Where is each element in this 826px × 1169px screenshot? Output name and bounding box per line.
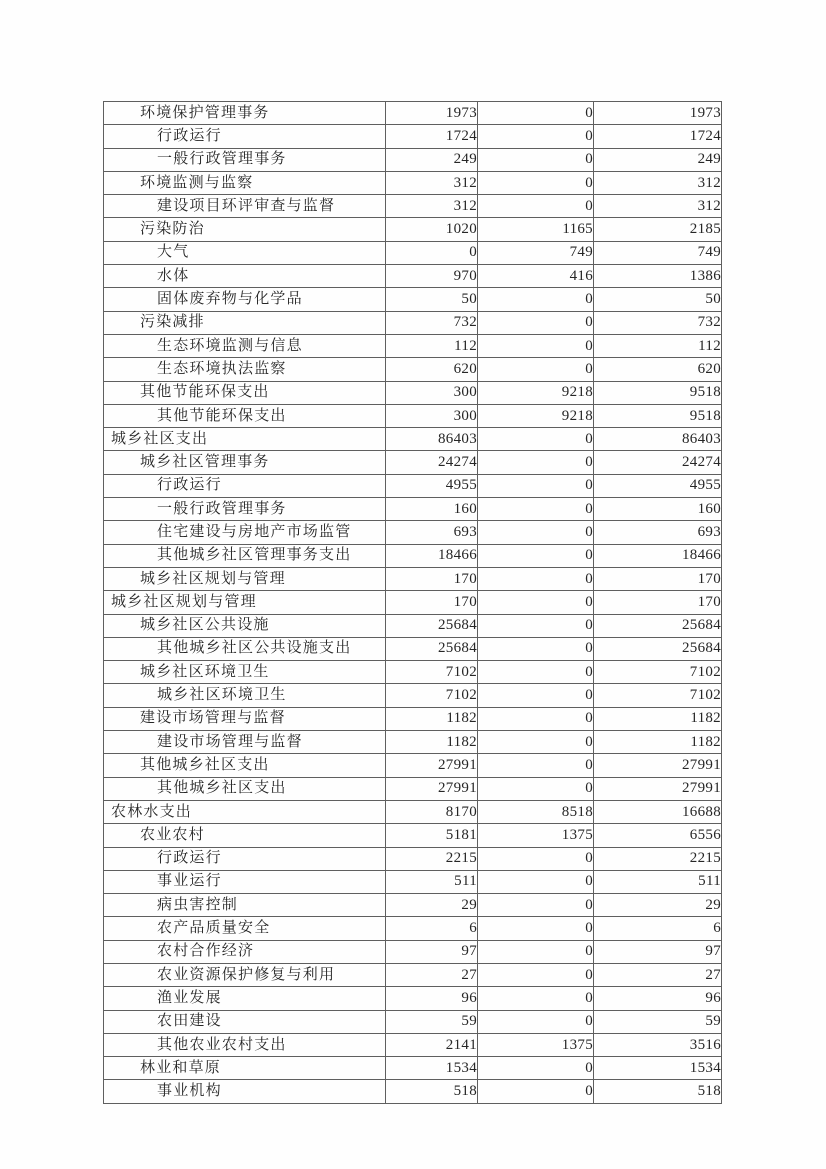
value-cell-1: 2215 — [386, 847, 478, 870]
category-cell: 其他城乡社区支出 — [104, 777, 386, 800]
value-cell-2: 0 — [478, 661, 594, 684]
value-cell-2: 0 — [478, 474, 594, 497]
category-cell: 城乡社区环境卫生 — [104, 661, 386, 684]
value-cell-3: 27 — [594, 963, 722, 986]
value-cell-3: 249 — [594, 148, 722, 171]
value-cell-3: 2215 — [594, 847, 722, 870]
table-row — [104, 940, 722, 963]
value-cell-1: 1020 — [386, 218, 478, 241]
category-cell: 渔业发展 — [104, 987, 386, 1010]
value-cell-1: 18466 — [386, 544, 478, 567]
value-cell-2: 0 — [478, 777, 594, 800]
value-cell-1: 300 — [386, 381, 478, 404]
value-cell-1: 50 — [386, 288, 478, 311]
category-cell: 城乡社区环境卫生 — [104, 684, 386, 707]
value-cell-2: 0 — [478, 917, 594, 940]
table-row — [104, 404, 722, 427]
table-row — [104, 847, 722, 870]
value-cell-2: 0 — [478, 451, 594, 474]
value-cell-3: 620 — [594, 358, 722, 381]
value-cell-3: 97 — [594, 940, 722, 963]
value-cell-3: 518 — [594, 1080, 722, 1103]
value-cell-2: 0 — [478, 1010, 594, 1033]
category-cell: 林业和草原 — [104, 1057, 386, 1080]
category-cell: 污染防治 — [104, 218, 386, 241]
table-row — [104, 428, 722, 451]
table-row — [104, 731, 722, 754]
table-row — [104, 265, 722, 288]
value-cell-2: 0 — [478, 684, 594, 707]
value-cell-2: 9218 — [478, 404, 594, 427]
value-cell-2: 0 — [478, 731, 594, 754]
category-cell: 大气 — [104, 241, 386, 264]
value-cell-1: 86403 — [386, 428, 478, 451]
table-row — [104, 614, 722, 637]
table-row — [104, 334, 722, 357]
table-row — [104, 1057, 722, 1080]
table-row — [104, 894, 722, 917]
category-cell: 城乡社区规划与管理 — [104, 567, 386, 590]
category-cell: 水体 — [104, 265, 386, 288]
table-row — [104, 824, 722, 847]
category-cell: 环境监测与监察 — [104, 171, 386, 194]
table-row — [104, 591, 722, 614]
category-cell: 城乡社区规划与管理 — [104, 591, 386, 614]
category-cell: 行政运行 — [104, 125, 386, 148]
value-cell-3: 9518 — [594, 404, 722, 427]
value-cell-2: 0 — [478, 963, 594, 986]
category-cell: 一般行政管理事务 — [104, 498, 386, 521]
value-cell-3: 6 — [594, 917, 722, 940]
value-cell-1: 2141 — [386, 1033, 478, 1056]
value-cell-1: 170 — [386, 591, 478, 614]
value-cell-1: 970 — [386, 265, 478, 288]
value-cell-2: 0 — [478, 521, 594, 544]
value-cell-2: 0 — [478, 1080, 594, 1103]
value-cell-1: 27 — [386, 963, 478, 986]
table-row — [104, 567, 722, 590]
value-cell-3: 7102 — [594, 661, 722, 684]
value-cell-1: 620 — [386, 358, 478, 381]
value-cell-2: 0 — [478, 894, 594, 917]
table-row — [104, 498, 722, 521]
category-cell: 农产品质量安全 — [104, 917, 386, 940]
value-cell-3: 732 — [594, 311, 722, 334]
table-row — [104, 125, 722, 148]
value-cell-2: 0 — [478, 591, 594, 614]
table-row — [104, 102, 722, 125]
category-cell: 污染减排 — [104, 311, 386, 334]
category-cell: 其他农业农村支出 — [104, 1033, 386, 1056]
value-cell-1: 96 — [386, 987, 478, 1010]
table-row — [104, 777, 722, 800]
value-cell-3: 24274 — [594, 451, 722, 474]
table-row — [104, 684, 722, 707]
value-cell-2: 8518 — [478, 800, 594, 823]
value-cell-3: 749 — [594, 241, 722, 264]
value-cell-1: 29 — [386, 894, 478, 917]
value-cell-1: 27991 — [386, 777, 478, 800]
category-cell: 行政运行 — [104, 847, 386, 870]
value-cell-3: 25684 — [594, 614, 722, 637]
category-cell: 城乡社区公共设施 — [104, 614, 386, 637]
table-row — [104, 1010, 722, 1033]
category-cell: 农田建设 — [104, 1010, 386, 1033]
value-cell-2: 0 — [478, 334, 594, 357]
value-cell-2: 0 — [478, 148, 594, 171]
value-cell-3: 3516 — [594, 1033, 722, 1056]
value-cell-2: 0 — [478, 195, 594, 218]
value-cell-2: 0 — [478, 870, 594, 893]
value-cell-1: 693 — [386, 521, 478, 544]
table-row — [104, 195, 722, 218]
table-row — [104, 288, 722, 311]
table-row — [104, 544, 722, 567]
value-cell-3: 29 — [594, 894, 722, 917]
category-cell: 生态环境执法监察 — [104, 358, 386, 381]
value-cell-3: 312 — [594, 171, 722, 194]
value-cell-3: 1724 — [594, 125, 722, 148]
value-cell-3: 59 — [594, 1010, 722, 1033]
category-cell: 其他城乡社区管理事务支出 — [104, 544, 386, 567]
category-cell: 环境保护管理事务 — [104, 102, 386, 125]
category-cell: 建设市场管理与监督 — [104, 707, 386, 730]
value-cell-3: 4955 — [594, 474, 722, 497]
value-cell-3: 160 — [594, 498, 722, 521]
value-cell-2: 1165 — [478, 218, 594, 241]
category-cell: 其他节能环保支出 — [104, 404, 386, 427]
category-cell: 建设项目环评审查与监督 — [104, 195, 386, 218]
value-cell-2: 0 — [478, 102, 594, 125]
table-row — [104, 661, 722, 684]
category-cell: 城乡社区管理事务 — [104, 451, 386, 474]
value-cell-2: 0 — [478, 847, 594, 870]
value-cell-1: 249 — [386, 148, 478, 171]
table-row — [104, 241, 722, 264]
table-row — [104, 148, 722, 171]
value-cell-3: 27991 — [594, 754, 722, 777]
value-cell-1: 1973 — [386, 102, 478, 125]
value-cell-3: 86403 — [594, 428, 722, 451]
budget-table — [103, 101, 722, 1104]
table-row — [104, 521, 722, 544]
table-row — [104, 218, 722, 241]
value-cell-3: 18466 — [594, 544, 722, 567]
value-cell-1: 112 — [386, 334, 478, 357]
value-cell-2: 1375 — [478, 824, 594, 847]
value-cell-3: 1182 — [594, 731, 722, 754]
table-row — [104, 800, 722, 823]
value-cell-1: 160 — [386, 498, 478, 521]
table-row — [104, 1080, 722, 1103]
value-cell-3: 693 — [594, 521, 722, 544]
value-cell-3: 50 — [594, 288, 722, 311]
value-cell-2: 1375 — [478, 1033, 594, 1056]
value-cell-1: 170 — [386, 567, 478, 590]
value-cell-2: 0 — [478, 125, 594, 148]
table-row — [104, 381, 722, 404]
value-cell-1: 25684 — [386, 637, 478, 660]
value-cell-1: 8170 — [386, 800, 478, 823]
value-cell-2: 0 — [478, 498, 594, 521]
category-cell: 建设市场管理与监督 — [104, 731, 386, 754]
value-cell-1: 1724 — [386, 125, 478, 148]
category-cell: 生态环境监测与信息 — [104, 334, 386, 357]
value-cell-3: 1386 — [594, 265, 722, 288]
table-row — [104, 754, 722, 777]
value-cell-2: 0 — [478, 428, 594, 451]
value-cell-1: 1182 — [386, 707, 478, 730]
value-cell-2: 0 — [478, 940, 594, 963]
value-cell-1: 312 — [386, 195, 478, 218]
table-row — [104, 451, 722, 474]
value-cell-2: 0 — [478, 311, 594, 334]
table-row — [104, 707, 722, 730]
value-cell-1: 7102 — [386, 661, 478, 684]
value-cell-3: 6556 — [594, 824, 722, 847]
category-cell: 农业资源保护修复与利用 — [104, 963, 386, 986]
value-cell-3: 112 — [594, 334, 722, 357]
value-cell-2: 0 — [478, 754, 594, 777]
value-cell-1: 1534 — [386, 1057, 478, 1080]
value-cell-2: 0 — [478, 1057, 594, 1080]
value-cell-1: 24274 — [386, 451, 478, 474]
table-row — [104, 963, 722, 986]
value-cell-3: 1182 — [594, 707, 722, 730]
value-cell-1: 25684 — [386, 614, 478, 637]
value-cell-1: 7102 — [386, 684, 478, 707]
value-cell-2: 0 — [478, 288, 594, 311]
budget-table-body — [104, 102, 722, 1104]
category-cell: 其他城乡社区公共设施支出 — [104, 637, 386, 660]
category-cell: 病虫害控制 — [104, 894, 386, 917]
value-cell-1: 0 — [386, 241, 478, 264]
value-cell-3: 1973 — [594, 102, 722, 125]
value-cell-3: 27991 — [594, 777, 722, 800]
table-row — [104, 637, 722, 660]
value-cell-1: 300 — [386, 404, 478, 427]
table-row — [104, 171, 722, 194]
value-cell-1: 59 — [386, 1010, 478, 1033]
category-cell: 其他节能环保支出 — [104, 381, 386, 404]
value-cell-1: 1182 — [386, 731, 478, 754]
category-cell: 其他城乡社区支出 — [104, 754, 386, 777]
category-cell: 农林水支出 — [104, 800, 386, 823]
value-cell-1: 518 — [386, 1080, 478, 1103]
value-cell-3: 7102 — [594, 684, 722, 707]
value-cell-1: 5181 — [386, 824, 478, 847]
table-row — [104, 987, 722, 1010]
value-cell-1: 511 — [386, 870, 478, 893]
value-cell-3: 2185 — [594, 218, 722, 241]
table-row — [104, 474, 722, 497]
value-cell-2: 0 — [478, 567, 594, 590]
value-cell-3: 312 — [594, 195, 722, 218]
value-cell-2: 0 — [478, 614, 594, 637]
category-cell: 一般行政管理事务 — [104, 148, 386, 171]
value-cell-2: 0 — [478, 987, 594, 1010]
table-row — [104, 1033, 722, 1056]
table-row — [104, 311, 722, 334]
value-cell-3: 1534 — [594, 1057, 722, 1080]
value-cell-1: 6 — [386, 917, 478, 940]
value-cell-1: 732 — [386, 311, 478, 334]
category-cell: 农村合作经济 — [104, 940, 386, 963]
value-cell-1: 312 — [386, 171, 478, 194]
value-cell-3: 96 — [594, 987, 722, 1010]
value-cell-2: 0 — [478, 637, 594, 660]
value-cell-3: 9518 — [594, 381, 722, 404]
value-cell-3: 16688 — [594, 800, 722, 823]
value-cell-2: 416 — [478, 265, 594, 288]
table-row — [104, 358, 722, 381]
category-cell: 事业机构 — [104, 1080, 386, 1103]
value-cell-3: 25684 — [594, 637, 722, 660]
value-cell-2: 0 — [478, 544, 594, 567]
category-cell: 农业农村 — [104, 824, 386, 847]
value-cell-1: 4955 — [386, 474, 478, 497]
value-cell-2: 0 — [478, 171, 594, 194]
table-row — [104, 870, 722, 893]
table-row — [104, 917, 722, 940]
value-cell-2: 9218 — [478, 381, 594, 404]
value-cell-2: 749 — [478, 241, 594, 264]
value-cell-3: 511 — [594, 870, 722, 893]
category-cell: 住宅建设与房地产市场监管 — [104, 521, 386, 544]
value-cell-3: 170 — [594, 567, 722, 590]
value-cell-2: 0 — [478, 358, 594, 381]
value-cell-3: 170 — [594, 591, 722, 614]
category-cell: 城乡社区支出 — [104, 428, 386, 451]
category-cell: 事业运行 — [104, 870, 386, 893]
value-cell-2: 0 — [478, 707, 594, 730]
category-cell: 行政运行 — [104, 474, 386, 497]
category-cell: 固体废弃物与化学品 — [104, 288, 386, 311]
value-cell-1: 97 — [386, 940, 478, 963]
value-cell-1: 27991 — [386, 754, 478, 777]
